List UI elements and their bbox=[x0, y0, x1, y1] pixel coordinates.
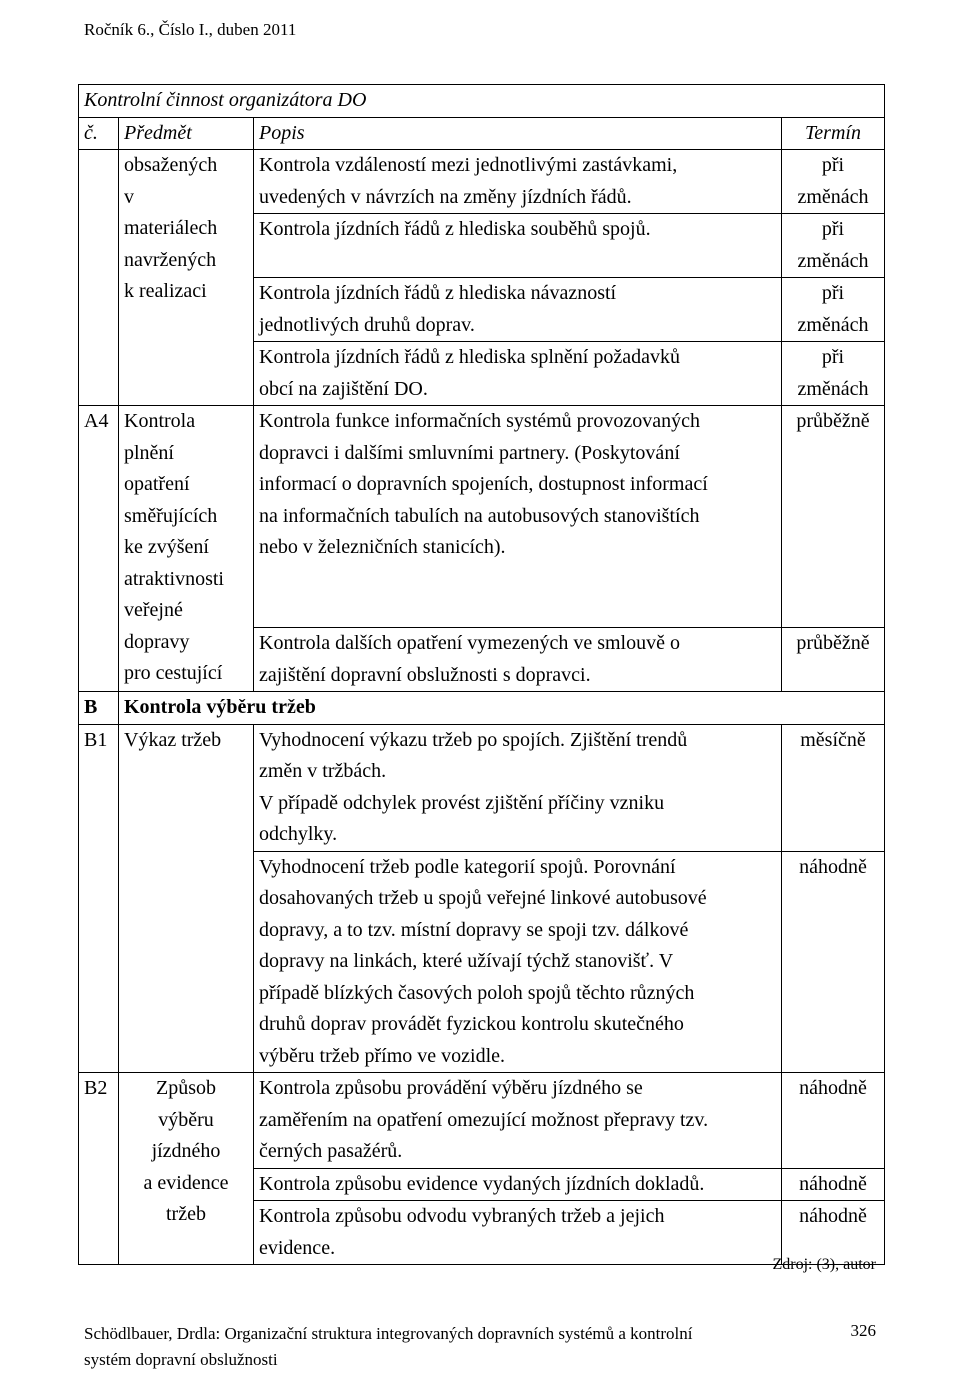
desc-cell: Vyhodnocení tržeb podle kategorií spojů. Porovnání dosahovaných tržeb u spojů veřejné linkové autobusové dopravy, a to tzv. místní dopravy se spoji tzv. dálkové dopravy na linkách, které užívají týchž stanovišť. V případě blízkých časových poloh spojů těchto různých druhů doprav provádět fyzickou kontrolu skutečného výběru tržeb přímo ve vozidle. bbox=[254, 851, 782, 1073]
table-row bbox=[79, 150, 885, 214]
row-num: B2 bbox=[79, 1073, 119, 1265]
section-row bbox=[79, 692, 885, 725]
section-num: B bbox=[79, 692, 119, 725]
term-cell: náhodně bbox=[782, 1168, 885, 1201]
term-cell: při změnách bbox=[782, 278, 885, 342]
term-cell: náhodně bbox=[782, 1201, 885, 1265]
header-term: Termín bbox=[782, 117, 885, 150]
term-cell: při změnách bbox=[782, 150, 885, 214]
section-title: Kontrola výběru tržeb bbox=[119, 692, 885, 725]
table-title-row bbox=[79, 85, 885, 118]
desc-cell: Kontrola jízdních řádů z hlediska splnění požadavků obcí na zajištění DO. bbox=[254, 342, 782, 406]
term-cell: náhodně bbox=[782, 851, 885, 1073]
table-header-row bbox=[79, 117, 885, 150]
subject-cell: Výkaz tržeb bbox=[119, 724, 254, 1073]
term-cell: průběžně bbox=[782, 406, 885, 628]
table-row bbox=[79, 724, 885, 851]
table-title: Kontrolní činnost organizátora DO bbox=[79, 85, 885, 118]
desc-cell: Kontrola způsobu odvodu vybraných tržeb a jejich evidence. bbox=[254, 1201, 782, 1265]
footer-line: systém dopravní obslužnosti bbox=[84, 1350, 278, 1369]
source-note: Zdroj: (3), autor bbox=[772, 1256, 876, 1273]
term-cell: při změnách bbox=[782, 214, 885, 278]
control-table bbox=[78, 84, 885, 1265]
table-row bbox=[79, 1073, 885, 1169]
table-row bbox=[79, 406, 885, 628]
term-cell: náhodně bbox=[782, 1073, 885, 1169]
desc-cell: Kontrola funkce informačních systémů provozovaných dopravci i dalšími smluvními partnery. (Poskytování informací o dopravních spojeních, dostupnost informací na informačních tabulích na autobusových stanovištích nebo v železničních stanicích). bbox=[254, 406, 782, 628]
term-cell: průběžně bbox=[782, 628, 885, 692]
desc-cell: Kontrola způsobu evidence vydaných jízdních dokladů. bbox=[254, 1168, 782, 1201]
page-number: 326 bbox=[850, 1321, 876, 1340]
header-subject: Předmět bbox=[119, 117, 254, 150]
desc-cell: Kontrola jízdních řádů z hlediska souběhů spojů. bbox=[254, 214, 782, 278]
subject-cell: Způsob výběru jízdného a evidence tržeb bbox=[119, 1073, 254, 1265]
desc-cell: Kontrola vzdáleností mezi jednotlivými zastávkami, uvedených v návrzích na změny jízdních řádů. bbox=[254, 150, 782, 214]
desc-cell: Kontrola jízdních řádů z hlediska návazností jednotlivých druhů doprav. bbox=[254, 278, 782, 342]
page-footer bbox=[84, 1321, 804, 1373]
row-num: A4 bbox=[79, 406, 119, 692]
header-num: č. bbox=[79, 117, 119, 150]
subject-cell: Kontrola plnění opatření směřujících ke zvýšení atraktivnosti veřejné dopravy pro cestující bbox=[119, 406, 254, 692]
header-desc: Popis bbox=[254, 117, 782, 150]
subject-cell: obsažených v materiálech navržených k realizaci bbox=[119, 150, 254, 406]
desc-cell: Vyhodnocení výkazu tržeb po spojích. Zjištění trendů změn v tržbách. V případě odchylek provést zjištění příčiny vzniku odchylky. bbox=[254, 724, 782, 851]
footer-line: Schödlbauer, Drdla: Organizační struktura integrovaných dopravních systémů a kontrolní bbox=[84, 1324, 693, 1343]
term-cell: při změnách bbox=[782, 342, 885, 406]
desc-cell: Kontrola dalších opatření vymezených ve smlouvě o zajištění dopravní obslužnosti s dopravci. bbox=[254, 628, 782, 692]
page-header: Ročník 6., Číslo I., duben 2011 bbox=[84, 20, 297, 39]
row-num-empty bbox=[79, 150, 119, 406]
row-num: B1 bbox=[79, 724, 119, 1073]
term-cell: měsíčně bbox=[782, 724, 885, 851]
desc-cell: Kontrola způsobu provádění výběru jízdného se zaměřením na opatření omezující možnost přepravy tzv. černých pasažérů. bbox=[254, 1073, 782, 1169]
